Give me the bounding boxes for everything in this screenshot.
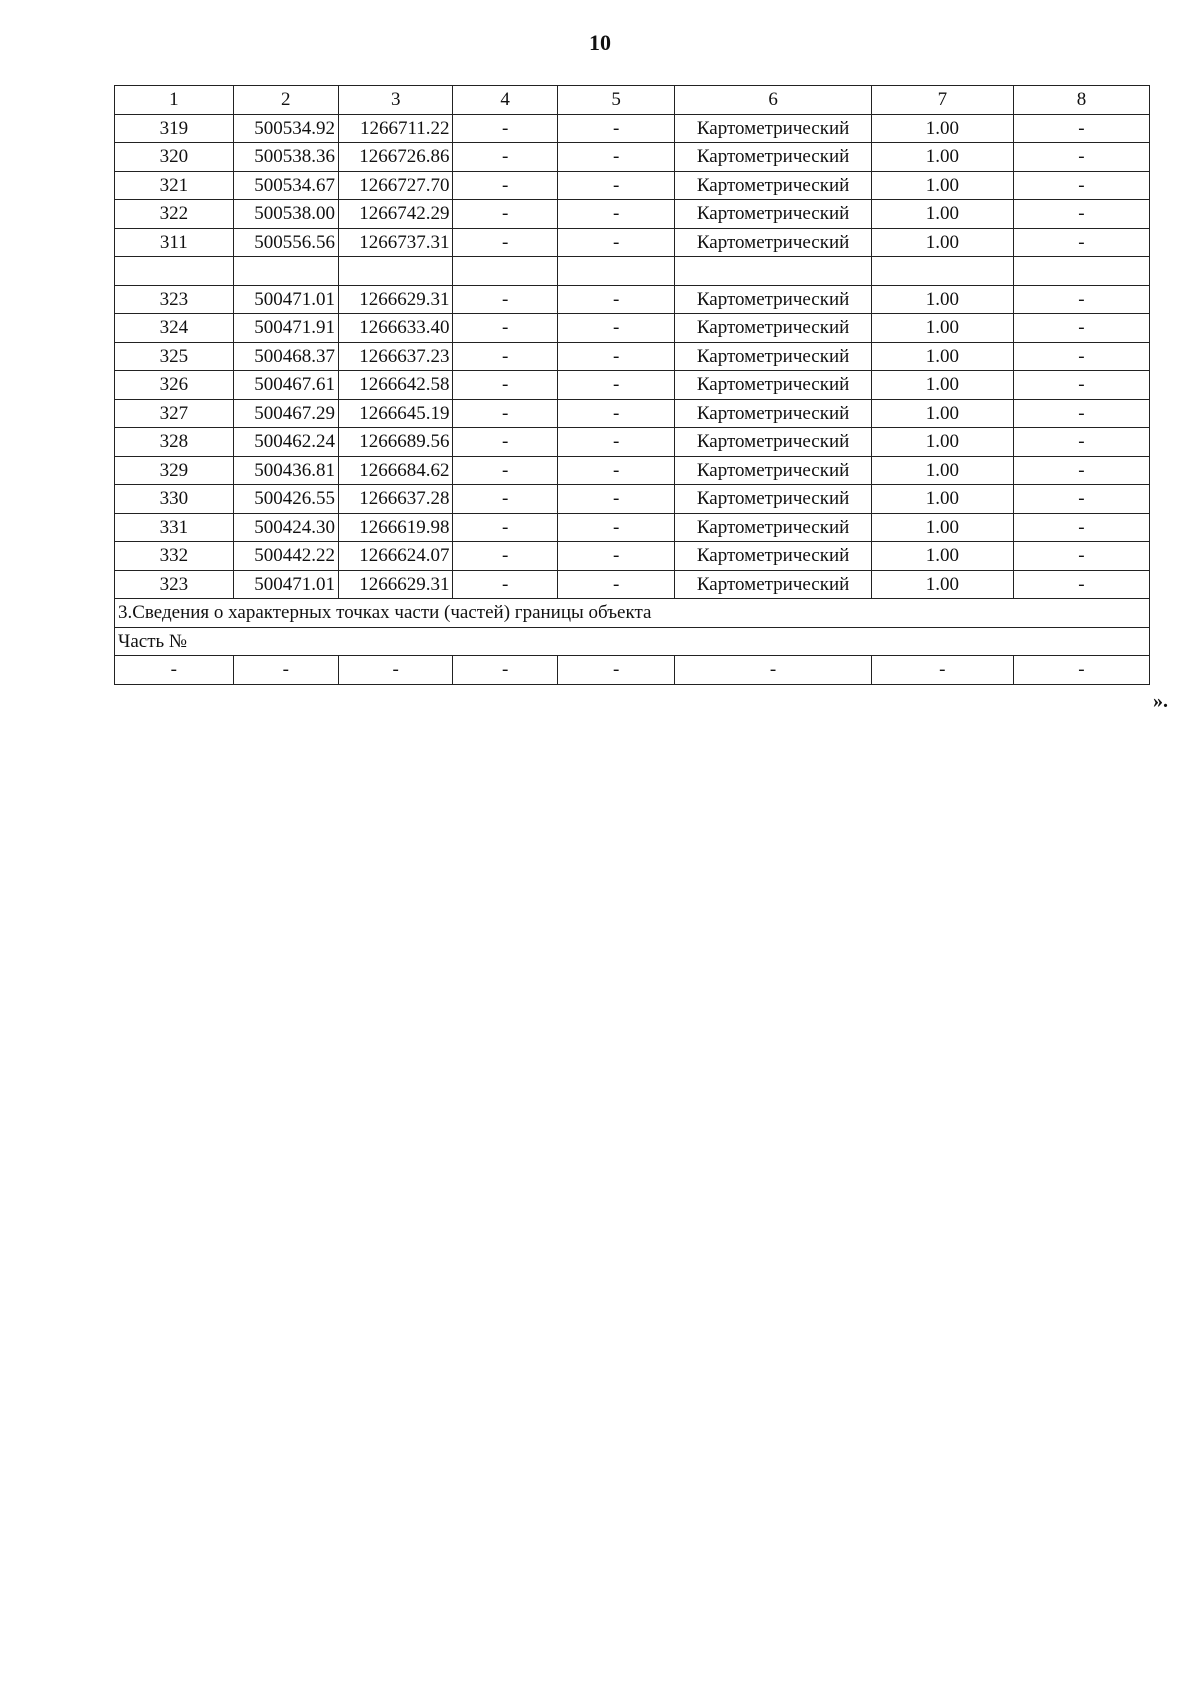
table-cell: 500471.01 [233, 285, 338, 314]
table-cell: - [1013, 371, 1149, 400]
table-cell: - [557, 513, 675, 542]
table-cell: 1266619.98 [338, 513, 453, 542]
table-cell: 500467.61 [233, 371, 338, 400]
part-label: Часть № [115, 627, 1150, 656]
table-cell: 1.00 [871, 542, 1013, 571]
table-row [115, 171, 1150, 200]
table-cell: 1.00 [871, 570, 1013, 599]
table-cell: - [453, 542, 557, 571]
table-cell: - [115, 656, 234, 685]
table-cell: - [1013, 200, 1149, 229]
table-cell: - [557, 371, 675, 400]
coordinates-table [114, 85, 1150, 685]
table-cell: Картометрический [675, 114, 871, 143]
table-cell: 311 [115, 228, 234, 257]
table-cell: 500462.24 [233, 428, 338, 457]
table-cell: - [453, 456, 557, 485]
table-cell: - [557, 143, 675, 172]
table-cell: 319 [115, 114, 234, 143]
table-body [115, 86, 1150, 685]
table-row [115, 485, 1150, 514]
table-cell: 500426.55 [233, 485, 338, 514]
table-cell: 500538.36 [233, 143, 338, 172]
table-cell: Картометрический [675, 371, 871, 400]
table-cell: - [1013, 456, 1149, 485]
table-cell: Картометрический [675, 570, 871, 599]
table-cell: Картометрический [675, 399, 871, 428]
table-cell: 1266727.70 [338, 171, 453, 200]
table-cell: 500534.92 [233, 114, 338, 143]
table-cell: - [557, 228, 675, 257]
table-cell: - [557, 542, 675, 571]
closing-quote-mark: ». [1153, 690, 1168, 712]
header-cell: 6 [675, 86, 871, 115]
table-cell: Картометрический [675, 200, 871, 229]
table-row [115, 371, 1150, 400]
table-cell: 1266637.28 [338, 485, 453, 514]
empty-cell [871, 257, 1013, 286]
table-cell: Картометрический [675, 485, 871, 514]
table-cell: 1266689.56 [338, 428, 453, 457]
empty-cell [338, 257, 453, 286]
table-cell: - [453, 371, 557, 400]
table-cell: - [675, 656, 871, 685]
table-cell: - [1013, 114, 1149, 143]
table-cell: - [453, 399, 557, 428]
table-cell: 1266637.23 [338, 342, 453, 371]
table-cell: - [233, 656, 338, 685]
table-cell: 321 [115, 171, 234, 200]
table-row [115, 228, 1150, 257]
table-cell: - [1013, 485, 1149, 514]
table-cell: 500424.30 [233, 513, 338, 542]
table-cell: - [1013, 542, 1149, 571]
table-cell: 1266633.40 [338, 314, 453, 343]
table-cell: Картометрический [675, 314, 871, 343]
table-cell: 500442.22 [233, 542, 338, 571]
table-cell: - [453, 656, 557, 685]
table-cell: - [453, 143, 557, 172]
table-row [115, 143, 1150, 172]
header-cell: 2 [233, 86, 338, 115]
header-row [115, 86, 1150, 115]
empty-cell [453, 257, 557, 286]
table-cell: 330 [115, 485, 234, 514]
table-cell: 331 [115, 513, 234, 542]
table-cell: 1.00 [871, 342, 1013, 371]
table-row [115, 314, 1150, 343]
table-cell: - [453, 200, 557, 229]
table-cell: - [557, 314, 675, 343]
table-cell: 1266629.31 [338, 570, 453, 599]
table-cell: 329 [115, 456, 234, 485]
table-row [115, 428, 1150, 457]
table-cell: Картометрический [675, 171, 871, 200]
table-cell: - [1013, 171, 1149, 200]
table-cell: 322 [115, 200, 234, 229]
table-cell: - [557, 342, 675, 371]
table-cell: 500471.01 [233, 570, 338, 599]
table-cell: - [1013, 570, 1149, 599]
table-cell: 500471.91 [233, 314, 338, 343]
table-cell: - [1013, 228, 1149, 257]
table-cell: - [453, 285, 557, 314]
table-cell: 500534.67 [233, 171, 338, 200]
table-cell: 1.00 [871, 371, 1013, 400]
table-cell: Картометрический [675, 542, 871, 571]
table-cell: 1.00 [871, 314, 1013, 343]
table-cell: - [1013, 314, 1149, 343]
table-cell: - [557, 485, 675, 514]
table-cell: - [453, 171, 557, 200]
table-cell: - [453, 342, 557, 371]
table-cell: - [1013, 399, 1149, 428]
part-label-row [115, 627, 1150, 656]
table-row [115, 570, 1150, 599]
table-cell: - [871, 656, 1013, 685]
table-cell: - [1013, 513, 1149, 542]
empty-row [115, 257, 1150, 286]
table-cell: 324 [115, 314, 234, 343]
table-cell: 1266726.86 [338, 143, 453, 172]
table-cell: - [557, 656, 675, 685]
table-cell: 500556.56 [233, 228, 338, 257]
table-cell: - [557, 285, 675, 314]
page-number: 10 [589, 30, 611, 55]
table-cell: 325 [115, 342, 234, 371]
table-cell: 1266711.22 [338, 114, 453, 143]
section-title: 3.Сведения о характерных точках части (частей) границы объекта [115, 599, 1150, 628]
table-cell: 323 [115, 570, 234, 599]
table-row [115, 513, 1150, 542]
table-cell: 500538.00 [233, 200, 338, 229]
table-cell: - [338, 656, 453, 685]
table-cell: 1.00 [871, 456, 1013, 485]
header-cell: 5 [557, 86, 675, 115]
table-cell: 327 [115, 399, 234, 428]
table-cell: Картометрический [675, 342, 871, 371]
table-cell: - [557, 570, 675, 599]
table-cell: 1.00 [871, 200, 1013, 229]
table-cell: Картометрический [675, 285, 871, 314]
table-cell: 1.00 [871, 114, 1013, 143]
header-cell: 7 [871, 86, 1013, 115]
table-cell: 500468.37 [233, 342, 338, 371]
table-cell: - [453, 570, 557, 599]
coordinates-table-wrap [114, 85, 1150, 685]
table-cell: Картометрический [675, 428, 871, 457]
table-cell: 1.00 [871, 171, 1013, 200]
table-cell: 326 [115, 371, 234, 400]
table-cell: - [557, 114, 675, 143]
table-cell: - [453, 228, 557, 257]
table-cell: - [453, 485, 557, 514]
table-cell: - [453, 513, 557, 542]
table-row [115, 456, 1150, 485]
table-cell: - [557, 428, 675, 457]
table-cell: 1.00 [871, 485, 1013, 514]
part-row [115, 656, 1150, 685]
table-cell: Картометрический [675, 456, 871, 485]
table-cell: 328 [115, 428, 234, 457]
table-cell: 1266629.31 [338, 285, 453, 314]
table-cell: - [557, 171, 675, 200]
empty-cell [233, 257, 338, 286]
table-cell: - [557, 456, 675, 485]
table-row [115, 542, 1150, 571]
table-cell: - [453, 114, 557, 143]
header-cell: 1 [115, 86, 234, 115]
table-row [115, 200, 1150, 229]
table-cell: 1.00 [871, 513, 1013, 542]
table-cell: 1.00 [871, 228, 1013, 257]
empty-cell [557, 257, 675, 286]
table-row [115, 342, 1150, 371]
table-row [115, 114, 1150, 143]
table-cell: 1266737.31 [338, 228, 453, 257]
empty-cell [1013, 257, 1149, 286]
table-cell: 1.00 [871, 143, 1013, 172]
header-cell: 4 [453, 86, 557, 115]
table-cell: - [557, 200, 675, 229]
table-cell: - [453, 428, 557, 457]
table-cell: 332 [115, 542, 234, 571]
table-cell: - [1013, 143, 1149, 172]
table-row [115, 285, 1150, 314]
table-cell: 320 [115, 143, 234, 172]
table-row [115, 399, 1150, 428]
section-title-row [115, 599, 1150, 628]
table-cell: - [1013, 342, 1149, 371]
header-cell: 8 [1013, 86, 1149, 115]
table-cell: 1266742.29 [338, 200, 453, 229]
table-cell: - [1013, 285, 1149, 314]
table-cell: 1266645.19 [338, 399, 453, 428]
table-cell: - [557, 399, 675, 428]
table-cell: 323 [115, 285, 234, 314]
table-cell: 500436.81 [233, 456, 338, 485]
table-cell: 1266642.58 [338, 371, 453, 400]
table-cell: - [453, 314, 557, 343]
table-cell: - [1013, 428, 1149, 457]
table-cell: Картометрический [675, 513, 871, 542]
empty-cell [675, 257, 871, 286]
table-cell: 1.00 [871, 285, 1013, 314]
table-cell: 500467.29 [233, 399, 338, 428]
table-cell: - [1013, 656, 1149, 685]
header-cell: 3 [338, 86, 453, 115]
table-cell: 1266624.07 [338, 542, 453, 571]
table-cell: 1266684.62 [338, 456, 453, 485]
empty-cell [115, 257, 234, 286]
table-cell: 1.00 [871, 428, 1013, 457]
table-cell: 1.00 [871, 399, 1013, 428]
table-cell: Картометрический [675, 228, 871, 257]
table-cell: Картометрический [675, 143, 871, 172]
